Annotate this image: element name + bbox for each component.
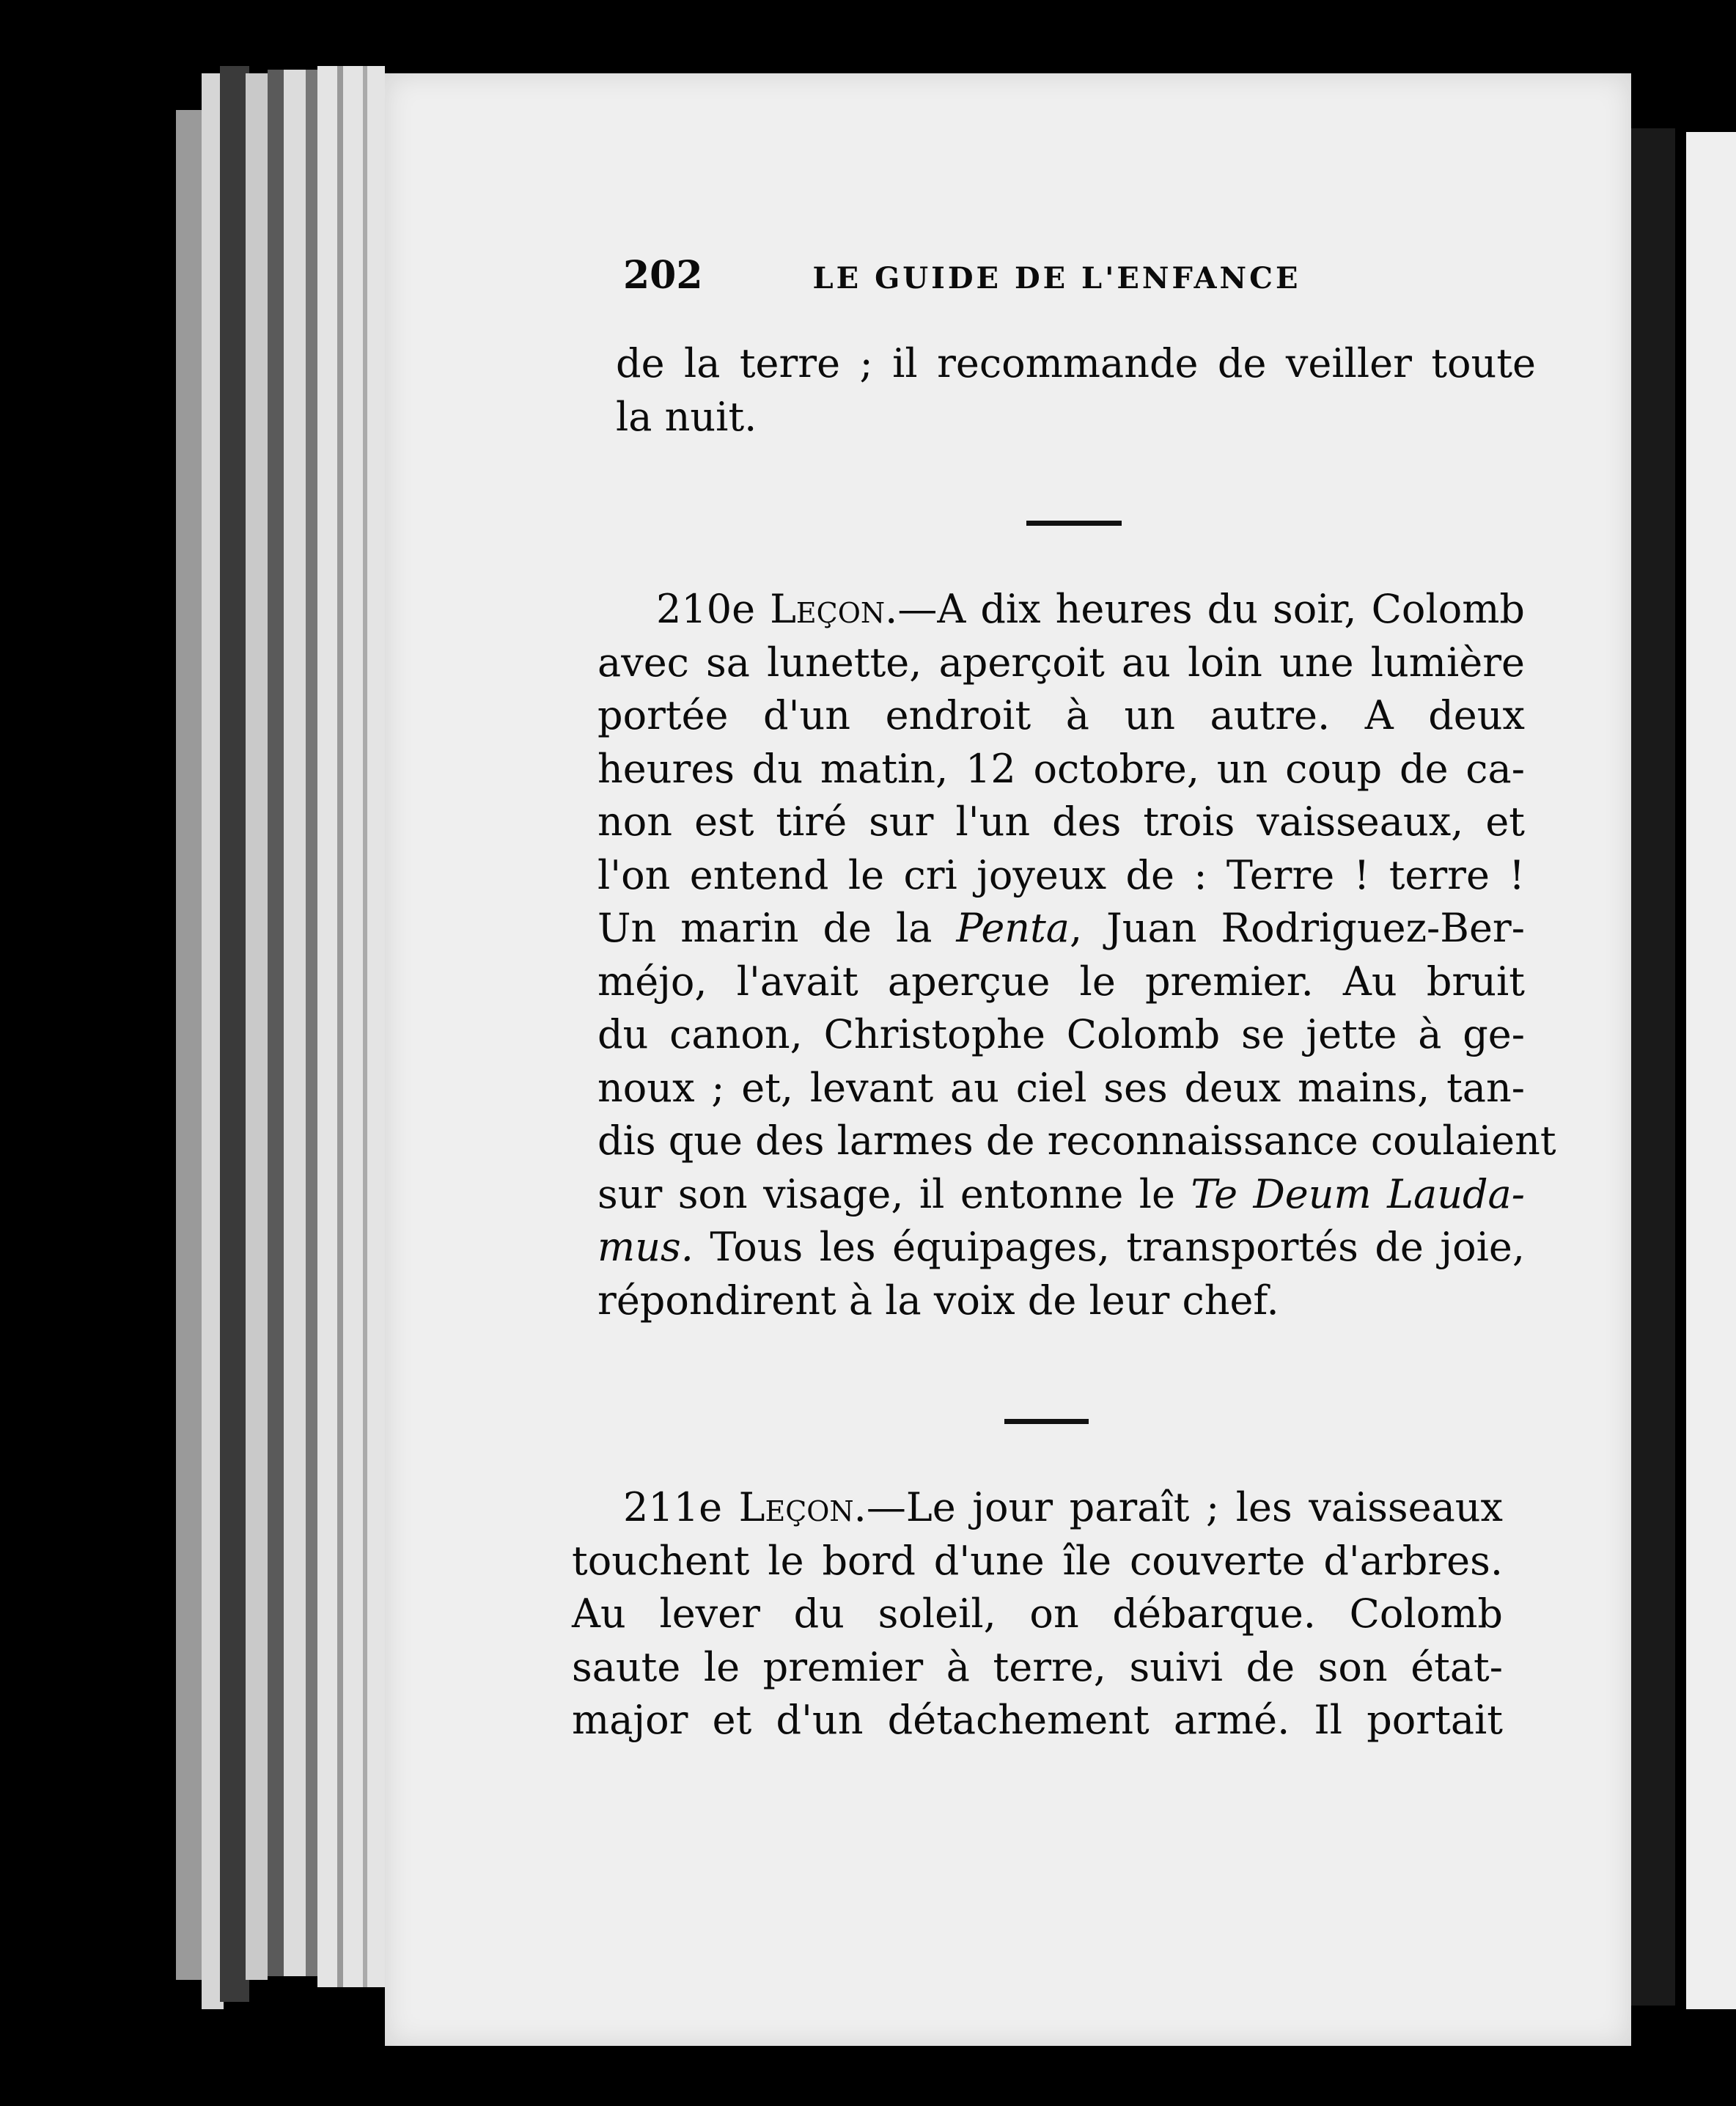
lesson-210-paragraph [597,583,1556,1327]
text-run: sur son visage, il entonne le [597,1170,1191,1217]
text-line: portée d'un endroit à un autre. A deux [597,692,1525,738]
text-run: Tous les équipages, transportés de joie, [693,1224,1525,1270]
lesson-label: Leçon. [738,1484,867,1530]
text-run: Un marin de la [597,905,957,951]
book-edge [306,70,317,1976]
lesson-label: Leçon. [770,586,898,632]
book-edge [337,66,343,1987]
text-line: dis que des larmes de reconnaissance coulaient [597,1118,1556,1164]
book-edge [284,70,306,1976]
hymn-title: Te Deum Lauda- [1191,1170,1525,1217]
book-edge [317,66,385,1987]
text-line: touchent le bord d'une île couverte d'arbres. [572,1537,1503,1584]
text-run: , Juan Rodriguez-Ber- [1069,905,1525,951]
facing-page [1686,132,1736,2009]
text-line: non est tiré sur l'un des trois vaisseaux, et [597,799,1525,845]
lesson-number: 211e [623,1484,723,1530]
text-line: heures du matin, 12 octobre, un coup de ca- [597,745,1525,792]
text-line [572,1481,1503,1535]
continuation-paragraph [616,337,1536,444]
text-line [597,1168,1525,1222]
text-line: l'on entend le cri joyeux de : Terre ! terre ! [597,851,1525,898]
book-edge [363,66,367,1987]
book-edge [268,70,284,1976]
text-line: de la terre ; il recommande de veiller toute [616,340,1536,386]
ship-name: Penta [956,905,1070,951]
book-edge [220,66,249,2002]
lesson-number: 210e [656,586,756,632]
running-title: LE GUIDE DE L'ENFANCE [812,261,1301,296]
text-line: Au lever du soleil, on débarque. Colomb [572,1590,1503,1637]
hymn-title: mus. [597,1224,694,1270]
section-divider [1026,521,1122,526]
text-line: saute le premier à terre, suivi de son état- [572,1643,1503,1690]
page-number: 202 [623,253,703,298]
text-line [597,583,1525,636]
running-header [623,253,1342,298]
text-line: noux ; et, levant au ciel ses deux mains, tan- [597,1064,1525,1111]
facing-page [1631,128,1675,2006]
text-line: la nuit. [616,393,757,440]
text-line: du canon, Christophe Colomb se jette à ge- [597,1011,1525,1057]
text-line [597,1221,1525,1274]
section-divider [1004,1419,1089,1424]
text-run: —A dix heures du soir, Colomb [897,586,1525,632]
text-line: avec sa lunette, aperçoit au loin une lumière [597,639,1525,686]
text-line: major et d'un détachement armé. Il portait [572,1697,1503,1743]
text-run: —Le jour paraît ; les vaisseaux [866,1484,1504,1530]
text-line [597,902,1525,955]
book-edge [246,73,268,1980]
text-line: répondirent à la voix de leur chef. [597,1277,1279,1324]
lesson-211-paragraph [572,1481,1503,1747]
text-line: méjo, l'avait aperçue le premier. Au bruit [597,958,1525,1005]
